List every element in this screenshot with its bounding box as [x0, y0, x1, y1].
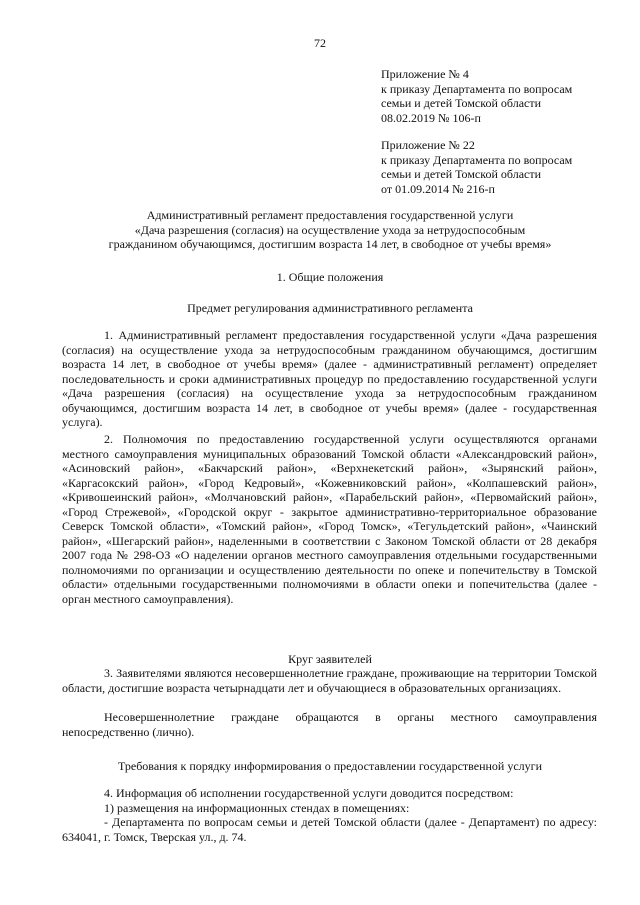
- appendix-header-2: [381, 138, 611, 196]
- title-line: гражданином обучающимся, достигшим возраста 14 лет, в свободное от учебы время»: [108, 237, 552, 252]
- paragraph-1: 1. Административный регламент предоставления государственной услуги «Дача разрешения (согласия) на осуществление ухода за нетрудоспособным гражданином обучающимся, достигшим возраста 14 лет, в свободное от учебы время» (далее - административный регламент) определяет последовательность и сроки административных процедур по предоставлению государственной услуги «Дача разрешения (согласия) на осуществление ухода за нетрудоспособным гражданином обучающимся, достигшим возраста 14 лет, в свободное от учебы время» (далее - государственная услуга).: [62, 328, 597, 429]
- subheading-subject: Предмет регулирования административного регламента: [187, 301, 473, 315]
- title-line: Административный регламент предоставления государственной услуги: [146, 208, 514, 222]
- paragraph-2: 2. Полномочия по предоставлению государственной услуги осуществляются органами местного самоуправления муниципальных образований Томской области «Александровский район», «Асиновский район», «Бакчарский район», «Верхнекетский район», «Зырянский район», «Каргасокский район», «Город Кедровый», «Кожевниковский район», «Колпашевский район», «Кривошеинский район», «Молчановский район», «Парабельский район», «Первомайский район», «Город Стрежевой», «Городской округ - закрытое административно-территориальное образование Северск Томской области», «Томский район», «Город Томск», «Тегульдетский район», «Чаинский район», «Шегарский район», наделенными в соответствии с Законом Томской области от 28 декабря 2007 года № 298-ОЗ «О наделении органов местного самоуправления отдельными государственными полномочиями по организации и осуществлению деятельности по опеке и попечительству в Томской области» отдельными государственными полномочиями в области опеки и попечительства (далее - орган местного самоуправления).: [62, 432, 597, 606]
- appendix-header-1: [381, 67, 611, 125]
- paragraph-6: 1) размещения на информационных стендах в помещениях:: [104, 801, 410, 815]
- subheading-applicants: Круг заявителей: [288, 652, 372, 666]
- appendix-1-line: 08.02.2019 № 106-п: [381, 110, 481, 125]
- paragraph-4: Несовершеннолетние граждане обращаются в органы местного самоуправления непосредственно (лично).: [62, 710, 597, 739]
- appendix-2-line: Приложение № 22: [381, 138, 475, 152]
- appendix-2-line: к приказу Департамента по вопросам: [381, 152, 573, 167]
- paragraph-3: 3. Заявителями являются несовершеннолетние граждане, проживающие на территории Томской области, достигшие возраста четырнадцати лет и обучающиеся в образовательных организациях.: [62, 666, 597, 695]
- paragraph-5: 4. Информация об исполнении государственной услуги доводится посредством:: [104, 786, 514, 800]
- appendix-2-line: от 01.09.2014 № 216-п: [381, 181, 495, 196]
- appendix-1-line: семьи и детей Томской области: [381, 96, 542, 111]
- page-number: 72: [314, 36, 326, 50]
- appendix-2-line: семьи и детей Томской области: [381, 167, 542, 182]
- subheading-information: Требования к порядку информирования о предоставлении государственной услуги: [118, 759, 542, 773]
- appendix-1-line: к приказу Департамента по вопросам: [381, 81, 573, 96]
- document-title: [70, 208, 590, 252]
- appendix-1-line: Приложение № 4: [381, 67, 469, 81]
- paragraph-7: - Департамента по вопросам семьи и детей Томской области (далее - Департамент) по адресу: 634041, г. Томск, Тверская ул., д. 74.: [62, 815, 597, 844]
- title-line: «Дача разрешения (согласия) на осуществление ухода за нетрудоспособным: [134, 222, 526, 237]
- section-heading: 1. Общие положения: [276, 270, 384, 284]
